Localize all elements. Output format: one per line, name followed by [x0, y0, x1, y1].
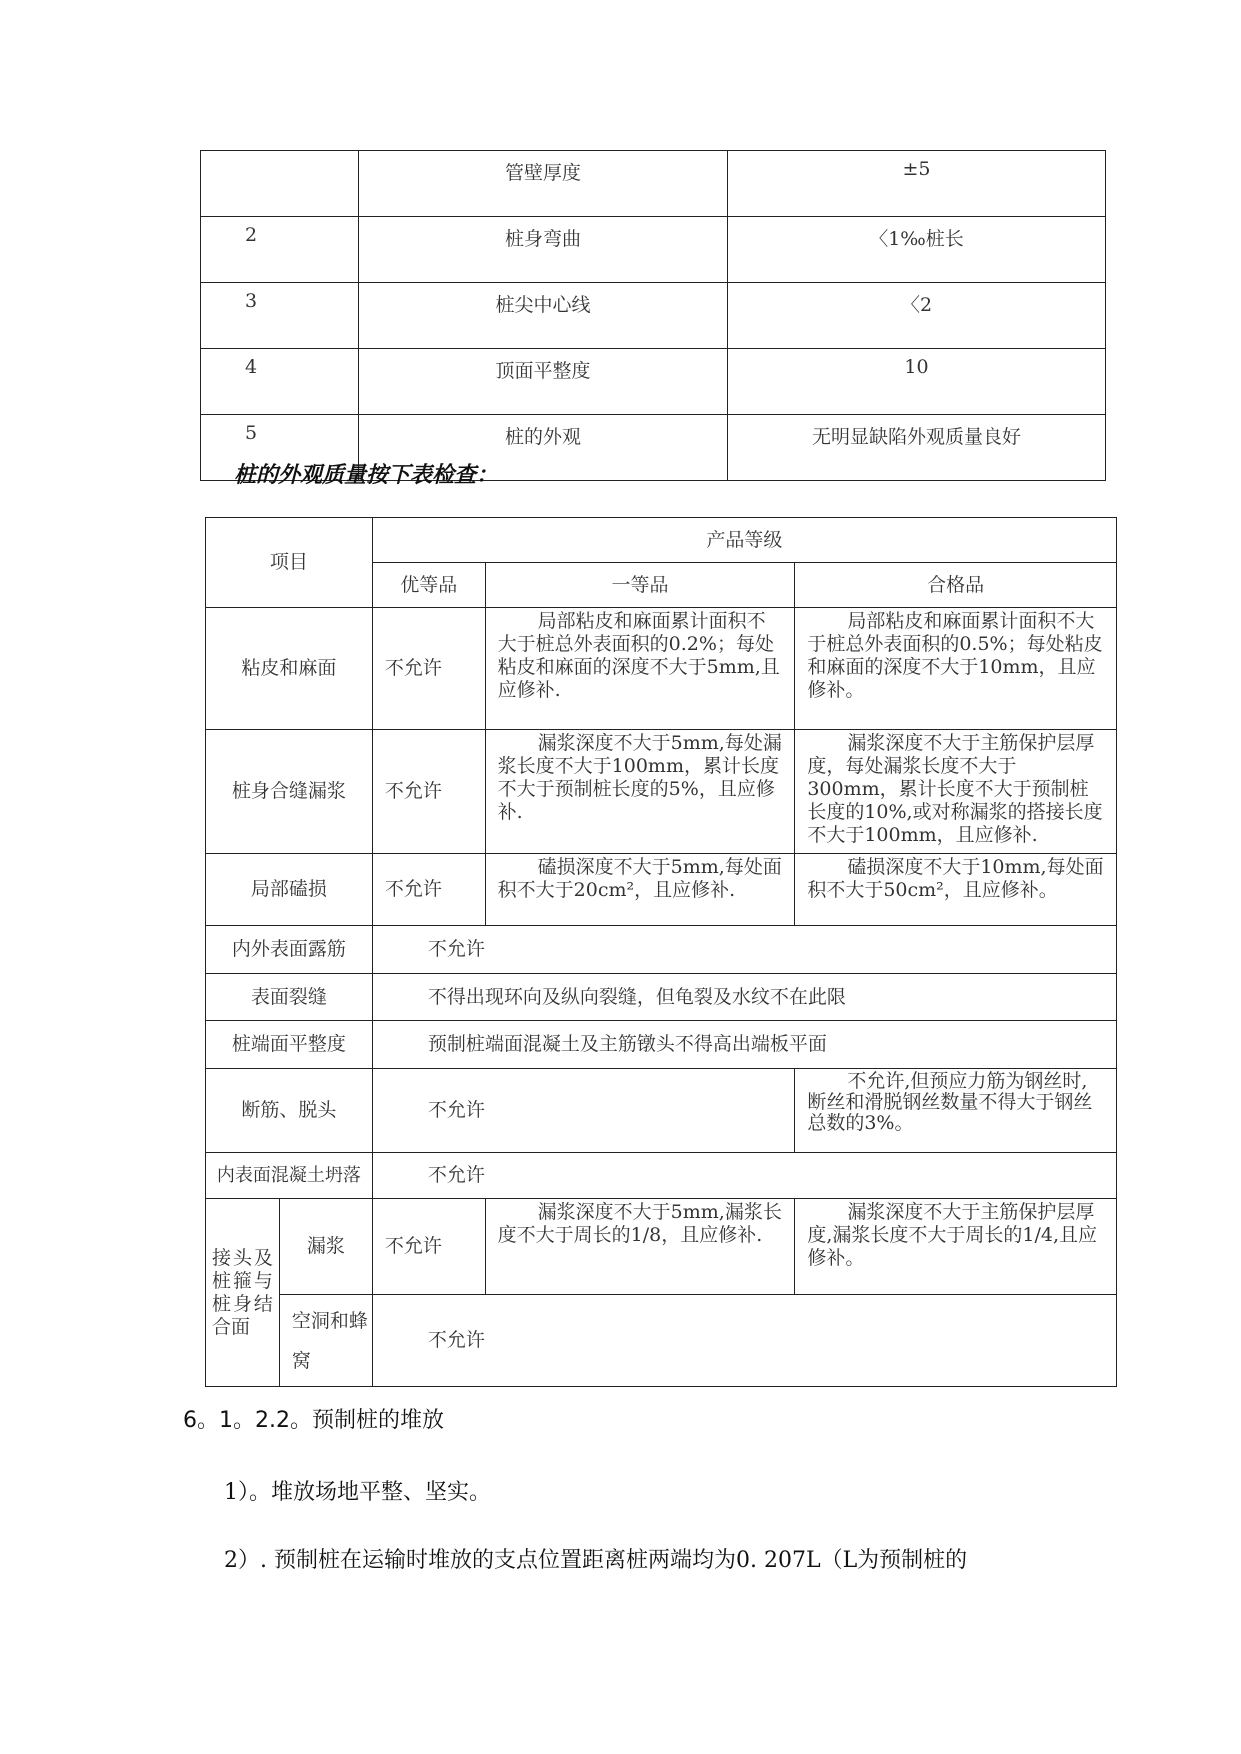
first-grade-cell [485, 730, 795, 854]
sub-item-cell: 空洞和蜂窝 [279, 1295, 372, 1387]
first-grade-text: 磕损深度不大于5mm,每处面积不大于20cm²，且应修补. [497, 856, 782, 901]
item-cell: 桩身合缝漏浆 [206, 730, 373, 854]
item-cell: 局部磕损 [206, 854, 373, 926]
table-row [206, 926, 1117, 974]
table-row [206, 1153, 1117, 1199]
qualified-text: 不允许,但预应力筋为钢丝时,断丝和滑脱钢丝数量不得大于钢丝总数的3%。 [807, 1070, 1093, 1134]
qualified-cell [795, 1069, 1117, 1153]
tolerance-table [200, 150, 1106, 481]
qualified-cell [795, 854, 1117, 926]
item-cell: 内外表面露筋 [206, 926, 373, 974]
item-cell: 桩端面平整度 [206, 1021, 373, 1069]
row-value: ±5 [728, 151, 1106, 217]
paragraph-1: 1）。堆放场地平整、坚实。 [224, 1480, 491, 1505]
item-cell: 表面裂缝 [206, 974, 373, 1021]
row-item: 桩的外观 [359, 415, 728, 481]
row-number: 4 [201, 349, 359, 415]
table-row [206, 1295, 1117, 1387]
item-cell: 内表面混凝土坍落 [206, 1153, 373, 1199]
row-value: 10 [728, 349, 1106, 415]
table-row [206, 854, 1117, 926]
header-excellent: 优等品 [372, 563, 485, 608]
paragraph-2: 2）. 预制桩在运输时堆放的支点位置距离桩两端均为0. 207L（L为预制桩的 [224, 1548, 968, 1573]
qualified-text: 漏浆深度不大于主筋保护层厚度，每处漏浆长度不大于300mm，累计长度不大于预制桩长度的10%,或对称漏浆的搭接长度不大于100mm，且应修补. [807, 732, 1103, 846]
value-cell: 不允许 [372, 1069, 795, 1153]
table-row [206, 518, 1117, 563]
excellent-cell: 不允许 [372, 1199, 485, 1295]
row-value: 〈2 [728, 283, 1106, 349]
row-value: 无明显缺陷外观质量良好 [728, 415, 1106, 481]
value-cell: 不允许 [372, 1153, 1116, 1199]
first-grade-cell [485, 854, 795, 926]
sub-item-cell: 漏浆 [279, 1199, 372, 1295]
qualified-cell [795, 608, 1117, 730]
header-qualified: 合格品 [795, 563, 1117, 608]
table-row [206, 974, 1117, 1021]
row-number: 3 [201, 283, 359, 349]
row-item: 桩身弯曲 [359, 217, 728, 283]
row-number: 5 [201, 415, 359, 481]
section-heading: 桩的外观质量按下表检查： [234, 463, 499, 488]
table-row [201, 217, 1106, 283]
item-cell: 粘皮和麻面 [206, 608, 373, 730]
value-cell: 不允许 [372, 1295, 1116, 1387]
table-row [206, 1199, 1117, 1295]
appearance-quality-table [205, 517, 1117, 1387]
value-cell: 不允许 [372, 926, 1116, 974]
header-first-grade: 一等品 [485, 563, 795, 608]
value-cell: 预制桩端面混凝土及主筋镦头不得高出端板平面 [372, 1021, 1116, 1069]
section-title: 6。1。2.2。预制桩的堆放 [183, 1408, 444, 1433]
excellent-cell: 不允许 [372, 854, 485, 926]
row-number [201, 151, 359, 217]
table-row [206, 1021, 1117, 1069]
table-row [206, 1069, 1117, 1153]
qualified-text: 漏浆深度不大于主筋保护层厚度,漏浆长度不大于周长的1/4,且应修补。 [807, 1201, 1097, 1269]
row-number: 2 [201, 217, 359, 283]
qualified-text: 磕损深度不大于10mm,每处面积不大于50cm²，且应修补。 [807, 856, 1104, 901]
row-item: 桩尖中心线 [359, 283, 728, 349]
header-grade: 产品等级 [372, 518, 1116, 563]
value-cell: 不得出现环向及纵向裂缝，但龟裂及水纹不在此限 [372, 974, 1116, 1021]
table-row [206, 730, 1117, 854]
item-cell: 断筋、脱头 [206, 1069, 373, 1153]
qualified-text: 局部粘皮和麻面累计面积不大于桩总外表面积的0.5%；每处粘皮和麻面的深度不大于10mm，且应修补。 [807, 610, 1103, 701]
table-row [201, 283, 1106, 349]
first-grade-text: 漏浆深度不大于5mm,每处漏浆长度不大于100mm，累计长度不大于预制桩长度的5%，且应修补. [497, 732, 782, 823]
first-grade-text: 漏浆深度不大于5mm,漏浆长度不大于周长的1/8，且应修补. [497, 1201, 782, 1246]
qualified-cell [795, 730, 1117, 854]
excellent-cell: 不允许 [372, 730, 485, 854]
group-cell: 接头及桩箍与桩身结合面 [206, 1199, 280, 1387]
first-grade-text: 局部粘皮和麻面累计面积不大于桩总外表面积的0.2%；每处粘皮和麻面的深度不大于5mm,且应修补. [497, 610, 780, 701]
first-grade-cell [485, 608, 795, 730]
qualified-cell [795, 1199, 1117, 1295]
row-item: 管壁厚度 [359, 151, 728, 217]
excellent-cell: 不允许 [372, 608, 485, 730]
table-row [201, 151, 1106, 217]
row-value: 〈1‰桩长 [728, 217, 1106, 283]
row-item: 顶面平整度 [359, 349, 728, 415]
first-grade-cell [485, 1199, 795, 1295]
table-row [206, 608, 1117, 730]
header-item: 项目 [206, 518, 373, 608]
table-row [201, 349, 1106, 415]
